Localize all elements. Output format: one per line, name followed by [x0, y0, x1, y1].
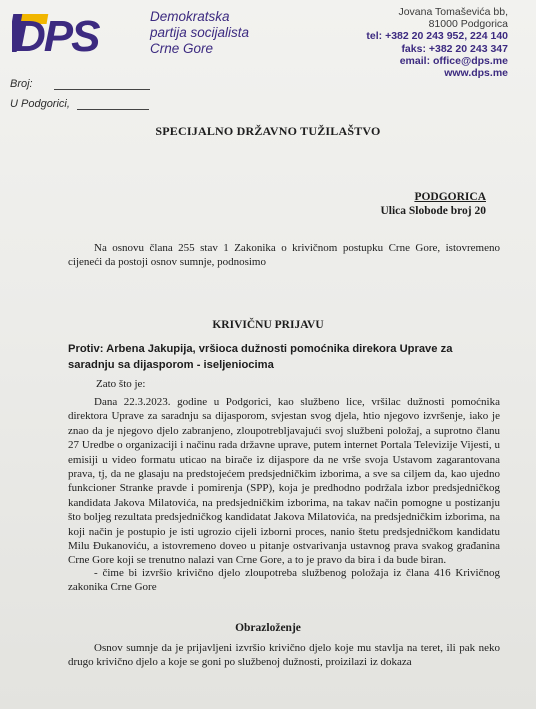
- recipient-city: PODGORICA: [414, 191, 486, 203]
- explanation-paragraph: Osnov sumnje da je prijavljeni izvršio krivično djelo koje mu stavlja na teret, ili pak neko drugo krivično djelo a koje se goni po službenoj dužnosti, proizilazi iz dokaza: [68, 642, 500, 669]
- tel-line: tel: +382 20 243 952, 224 140: [366, 30, 508, 43]
- intro-paragraph: Na osnovu člana 255 stav 1 Zakonika o krivičnom postupku Crne Gore, istovremeno cijeneći da postoji osnov sumnje, podnosimo: [68, 242, 500, 269]
- section-heading: Obrazloženje: [235, 622, 301, 634]
- email-line: email: office@dps.me: [399, 54, 508, 67]
- broj-field: Broj:: [10, 78, 150, 90]
- place-field: U Podgorici,: [10, 98, 149, 110]
- logo-text: DPS: [14, 12, 99, 54]
- address-line-1: Jovana Tomaševića bb,: [398, 6, 508, 18]
- fax-line: faks: +382 20 243 347: [401, 42, 508, 55]
- address-line-2: 81000 Podgorica: [428, 18, 508, 31]
- document-title: KRIVIČNU PRIJAVU: [212, 319, 324, 331]
- addressee: SPECIJALNO DRŽAVNO TUŽILAŠTVO: [155, 124, 381, 138]
- recipient-street: Ulica Slobode broj 20: [380, 205, 486, 217]
- web-line: www.dps.me: [444, 67, 508, 80]
- party-name: Demokratska partija socijalista Crne Gore: [150, 9, 250, 56]
- dps-logo: [12, 10, 142, 54]
- body-paragraph: Dana 22.3.2023. godine u Podgorici, kao službeno lice, vršilac dužnosti pomoćnika direktora Uprave za saradnju sa dijasporom, svjestan svog djela, htio njegovo izvršenje, iako je znao da je njegovo djelo zabranjeno, zloupotrebljavajući svoj službeni položaj, a suprotno članu 27 Uredbe o organizaciji i načinu rada državne uprave, putem internet Portala Televizije Vijesti, u emisiji u video formatu uticao na birače iz dijaspore da ne vrše svoja Ustavom zagarantovana prava, tj, da ne glasaju na predstojećem predsjedničkim izborima, a sve sa ciljem da, kao ujedno funkcioner Stranke pravde i pomirenja (SPP), koja je predhodno podržala izbor predsjedničkog kandidata Jakova Milatovića, na predsjedničkim izborima, na takav način pomogne u postizanju što boljeg rezultata predsjedničkog kandidatat Jakova Milatovića, na predsjedničkim izborima, na koji način je postupio je isti ugrozio cijeli izborni proces, nanio štetu predsjedničkom kandidatu Milu Đukanoviću, a istovremeno doveo u pitanje ostvarivanja ustavnog prava svakog građanina Crne Gore koji se trenutno nalazi van Crne Gore, a to je pravo da bira i da bude biran.: [68, 396, 500, 567]
- offense-paragraph: - čime bi izvršio krivično djelo zloupotreba službenog položaja iz člana 416 Krivičnog zakonika Crne Gore: [68, 567, 500, 594]
- against-line: Protiv: Arbena Jakupija, vršioca dužnosti pomoćnika direkora Uprave za saradnju sa dijasporom - iseljeniocima: [68, 343, 453, 371]
- recipient-address: [380, 190, 486, 218]
- because-line: Zato što je:: [96, 378, 146, 390]
- contact-block: [366, 6, 508, 79]
